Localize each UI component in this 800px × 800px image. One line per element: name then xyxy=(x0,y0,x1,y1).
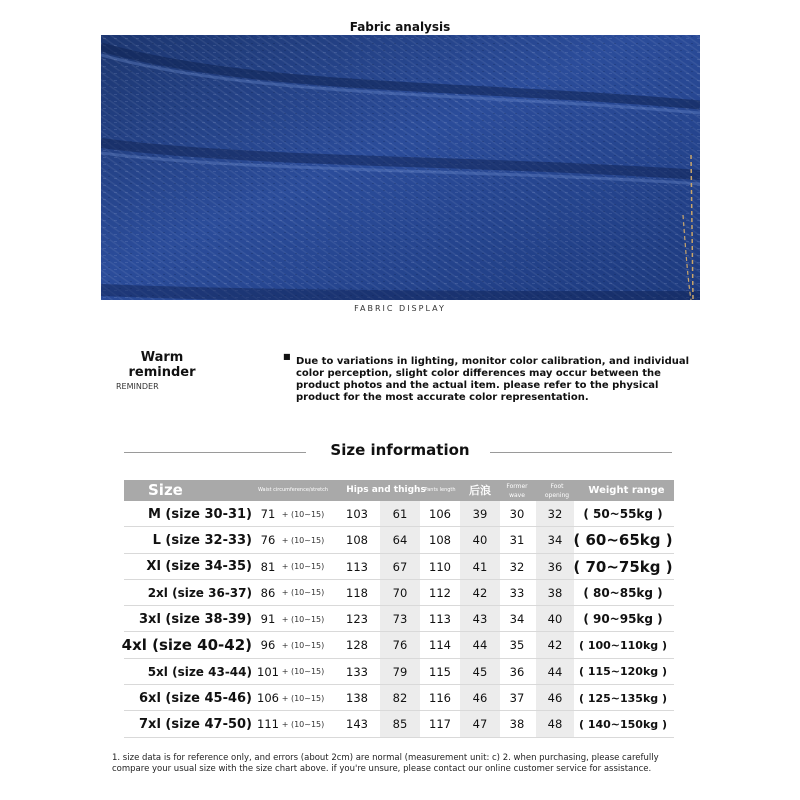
cell-length: 113 xyxy=(429,612,451,627)
cell-thigh: 82 xyxy=(392,691,408,706)
fabric-display-caption: FABRIC DISPLAY xyxy=(354,304,446,313)
cell-label: 6xl (size 45-46) xyxy=(139,690,252,706)
cell-foot: 44 xyxy=(547,664,563,679)
cell-length: 115 xyxy=(429,664,451,679)
cell-front: 34 xyxy=(509,612,525,627)
cell-front: 35 xyxy=(509,638,525,653)
cell-hips: 113 xyxy=(346,559,368,574)
table-row xyxy=(124,659,674,685)
cell-length: 106 xyxy=(429,507,451,521)
table-header xyxy=(124,480,674,501)
cell-stretch: + (10~15) xyxy=(281,640,325,650)
fabric-photo xyxy=(101,35,700,300)
cell-stretch: + (10~15) xyxy=(281,667,325,677)
cell-waist: 86 xyxy=(260,585,276,600)
cell-waist: 91 xyxy=(260,612,276,627)
cell-front: 36 xyxy=(509,664,525,679)
cell-back: 44 xyxy=(472,638,488,653)
cell-back: 46 xyxy=(472,691,488,706)
cell-front: 31 xyxy=(509,533,525,548)
table-row xyxy=(124,580,674,606)
cell-front: 37 xyxy=(509,691,525,706)
cell-stretch: + (10~15) xyxy=(281,719,325,729)
cell-weight: ( 125~135kg ) xyxy=(578,691,668,705)
row-divider xyxy=(124,737,674,738)
cell-label: 4xl (size 40-42) xyxy=(121,636,252,655)
reminder-subtitle: REMINDER xyxy=(116,382,159,391)
cell-stretch: + (10~15) xyxy=(281,535,325,545)
cell-foot: 42 xyxy=(547,638,563,653)
table-row xyxy=(124,554,674,580)
cell-hips: 108 xyxy=(346,533,368,548)
cell-foot: 40 xyxy=(547,612,563,627)
cell-weight: ( 50~55kg ) xyxy=(583,507,663,521)
cell-thigh: 70 xyxy=(392,585,408,600)
header-foot-opening: Foot opening xyxy=(544,482,570,499)
cell-label: 5xl (size 43-44) xyxy=(147,664,252,679)
cell-thigh: 79 xyxy=(392,664,408,679)
cell-length: 108 xyxy=(429,533,451,548)
cell-back: 41 xyxy=(472,559,488,574)
cell-thigh: 67 xyxy=(392,559,408,574)
cell-front: 32 xyxy=(509,559,525,574)
cell-length: 117 xyxy=(429,717,451,732)
cell-thigh: 64 xyxy=(392,533,408,548)
title-rule-right xyxy=(490,452,672,453)
cell-waist: 71 xyxy=(260,507,276,521)
cell-hips: 128 xyxy=(346,638,368,653)
cell-hips: 133 xyxy=(346,664,368,679)
cell-stretch: + (10~15) xyxy=(281,562,325,572)
cell-thigh: 76 xyxy=(392,638,408,653)
size-table xyxy=(121,480,674,738)
cell-label: M (size 30-31) xyxy=(147,506,252,522)
cell-waist: 106 xyxy=(257,691,279,706)
cell-stretch: + (10~15) xyxy=(281,693,325,703)
cell-front: 38 xyxy=(509,717,525,732)
cell-waist: 101 xyxy=(257,664,279,679)
header-waist: Waist circumference/stretch xyxy=(257,487,329,493)
cell-label: Xl (size 34-35) xyxy=(146,559,252,575)
cell-back: 43 xyxy=(472,612,488,627)
cell-length: 110 xyxy=(429,559,451,574)
warm-reminder-title: Warm reminder xyxy=(128,350,196,380)
header-former-wave: Former wave xyxy=(506,482,528,499)
cell-label: 2xl (size 36-37) xyxy=(147,585,252,600)
cell-front: 30 xyxy=(509,507,525,521)
cell-length: 112 xyxy=(429,585,451,600)
table-row xyxy=(121,632,674,658)
cell-hips: 138 xyxy=(346,691,368,706)
cell-label: L (size 32-33) xyxy=(152,532,252,548)
cell-length: 116 xyxy=(429,691,451,706)
cell-hips: 118 xyxy=(346,585,368,600)
cell-waist: 111 xyxy=(257,717,279,732)
cell-back: 39 xyxy=(472,507,488,521)
cell-back: 47 xyxy=(472,717,488,732)
cell-foot: 38 xyxy=(547,585,563,600)
cell-thigh: 73 xyxy=(392,612,408,627)
cell-front: 33 xyxy=(509,585,525,600)
cell-weight: ( 90~95kg ) xyxy=(583,612,663,627)
header-pants-length: Pants length xyxy=(424,487,456,493)
cell-length: 114 xyxy=(429,638,451,653)
cell-weight: ( 115~120kg ) xyxy=(578,665,668,679)
cell-waist: 81 xyxy=(260,559,276,574)
cell-foot: 32 xyxy=(547,507,563,521)
table-row xyxy=(124,711,674,737)
table-body xyxy=(121,501,674,738)
header-back-rise: 后浪 xyxy=(469,484,491,497)
cell-foot: 48 xyxy=(547,717,563,732)
header-size: Size xyxy=(148,481,183,499)
cell-thigh: 85 xyxy=(392,717,408,732)
cell-hips: 103 xyxy=(346,507,368,521)
title-rule-left xyxy=(124,452,306,453)
cell-foot: 34 xyxy=(547,533,563,548)
cell-hips: 123 xyxy=(346,612,368,627)
cell-back: 40 xyxy=(472,533,488,548)
cell-weight: ( 70~75kg ) xyxy=(573,557,673,576)
cell-back: 45 xyxy=(472,664,488,679)
header-hips: Hips and thighs xyxy=(346,485,426,495)
table-row xyxy=(124,685,674,711)
cell-label: 3xl (size 38-39) xyxy=(139,611,252,627)
cell-weight: ( 80~85kg ) xyxy=(583,585,663,600)
cell-waist: 76 xyxy=(260,533,276,548)
cell-stretch: + (10~15) xyxy=(281,509,325,519)
cell-back: 42 xyxy=(472,585,488,600)
cell-thigh: 61 xyxy=(392,507,408,521)
cell-foot: 46 xyxy=(547,691,563,706)
cell-foot: 36 xyxy=(547,559,563,574)
fabric-analysis-title: Fabric analysis xyxy=(349,20,451,34)
table-row xyxy=(124,606,674,632)
cell-stretch: + (10~15) xyxy=(281,614,325,624)
cell-hips: 143 xyxy=(346,717,368,732)
size-information-title: Size information xyxy=(330,441,470,459)
cell-weight: ( 60~65kg ) xyxy=(573,531,673,550)
table-row xyxy=(124,501,674,527)
cell-weight: ( 100~110kg ) xyxy=(578,638,668,652)
size-note: 1. size data is for reference only, and errors (about 2cm) are normal (measurement unit: c) 2. when purchasing, please carefully compare your usual size with the size chart above. if you're unsure, please contact our online customer service for assistance. xyxy=(112,753,659,774)
bullet-icon: ■ xyxy=(283,352,291,361)
table-row xyxy=(124,527,674,553)
cell-weight: ( 140~150kg ) xyxy=(578,717,668,731)
cell-waist: 96 xyxy=(260,638,276,653)
header-weight-range: Weight range xyxy=(588,485,665,496)
cell-label: 7xl (size 47-50) xyxy=(139,716,252,732)
cell-stretch: + (10~15) xyxy=(281,588,325,598)
reminder-text: Due to variations in lighting, monitor color calibration, and individual color perception, slight color differences may occur between the product photos and the actual item. please refer to the physical product for the most accurate color representation. xyxy=(296,356,690,403)
